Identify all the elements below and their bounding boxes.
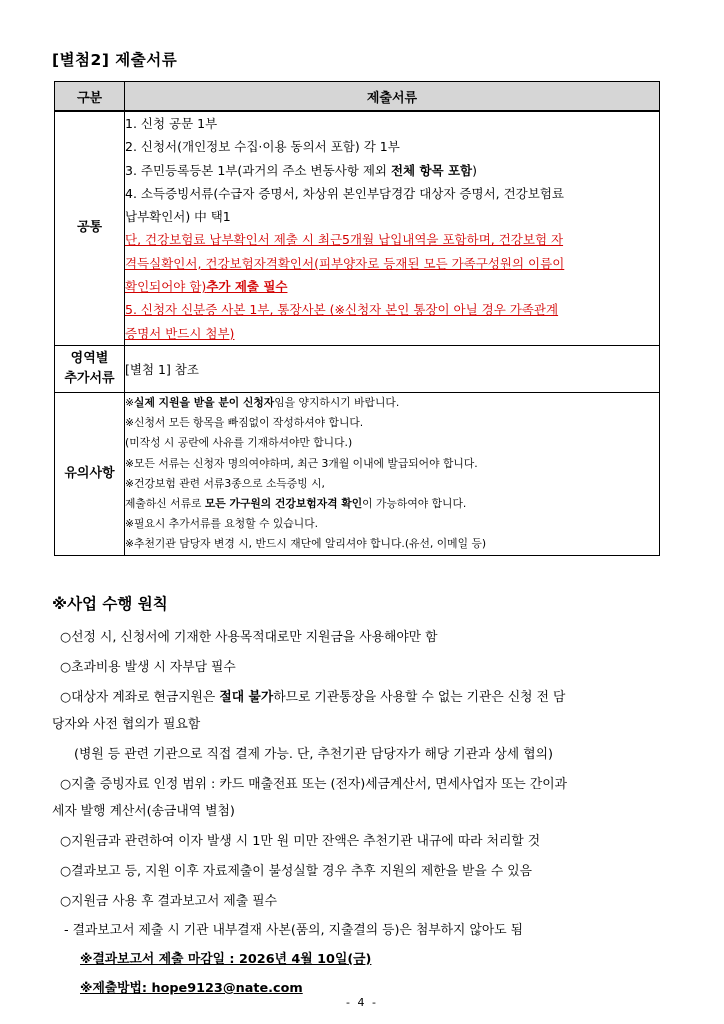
note-line-1: ※실제 지원을 받을 분이 신청자임을 양지하시기 바랍니다. bbox=[125, 395, 400, 409]
common-item-4b: 납부확인서) 中 택1 bbox=[125, 209, 231, 225]
note-line-2: ※신청서 모든 항목을 빠짐없이 작성하셔야 합니다. bbox=[125, 416, 364, 430]
principle-8: ○지원금 사용 후 결과보고서 제출 필수 bbox=[60, 894, 277, 909]
common-label: 공통 bbox=[55, 111, 125, 345]
red-note-5: 증명서 반드시 첨부) bbox=[125, 325, 235, 341]
common-documents bbox=[125, 111, 660, 345]
header-documents: 제출서류 bbox=[125, 82, 660, 112]
principle-7: ○결과보고 등, 지원 이후 자료제출이 불성실할 경우 추후 지원의 제한을 받을 수 있음 bbox=[60, 864, 532, 879]
note-line-8: ※추천기관 담당자 변경 시, 반드시 재단에 알리셔야 합니다.(유선, 이메일 등) bbox=[125, 537, 487, 551]
note-line-5: ※건강보험 관련 서류3종으로 소득증빙 시, bbox=[125, 476, 325, 490]
common-item-3: 3. 주민등록등본 1부(과거의 주소 변동사항 제외 전체 항목 포함) bbox=[125, 162, 477, 178]
note-line-6: 제출하신 서류로 모든 가구원의 건강보험자격 확인이 가능하여야 합니다. bbox=[125, 496, 467, 510]
header-category: 구분 bbox=[55, 82, 125, 112]
note-line-3: (미작성 시 공란에 사유를 기재하셔야만 합니다.) bbox=[125, 436, 353, 450]
principle-9: - 결과보고서 제출 시 기관 내부결재 사본(품의, 지출결의 등)은 첨부하지 않아도 됨 bbox=[64, 923, 523, 938]
notes-content bbox=[125, 392, 660, 555]
section-title: [별첨2] 제출서류 bbox=[52, 51, 178, 69]
area-label: 영역별 추가서류 bbox=[55, 345, 125, 392]
note-line-4: ※모든 서류는 신청자 명의여야하며, 최근 3개월 이내에 발급되어야 합니다. bbox=[125, 456, 478, 470]
principle-5: ○지출 증빙자료 인정 범위 : 카드 매출전표 또는 (전자)세금계산서, 면세사업자 또는 간이과 bbox=[60, 777, 567, 792]
principle-4: (병원 등 관련 기관으로 직접 결제 가능. 단, 추천기관 담당자가 해당 기관과 상세 협의) bbox=[74, 747, 553, 762]
table-row-area bbox=[55, 345, 660, 392]
principle-6: ○지원금과 관련하여 이자 발생 시 1만 원 미만 잔액은 추천기관 내규에 따라 처리할 것 bbox=[60, 834, 541, 849]
principle-3-cont: 당자와 사전 협의가 필요함 bbox=[52, 717, 201, 732]
note-line-7: ※필요시 추가서류를 요청할 수 있습니다. bbox=[125, 517, 319, 531]
deadline: ※결과보고서 제출 마감일 : 2026년 4월 10일(금) bbox=[80, 952, 372, 967]
table-row-notes bbox=[55, 392, 660, 555]
principle-2: ○초과비용 발생 시 자부담 필수 bbox=[60, 660, 236, 675]
red-note-4: 5. 신청자 신분증 사본 1부, 통장사본 (※신청자 본인 통장이 아닐 경우 가족관계 bbox=[125, 302, 559, 318]
red-note-1: 단, 건강보험료 납부확인서 제출 시 최근5개월 납입내역을 포함하며, 건강보험 자 bbox=[125, 232, 564, 248]
documents-table bbox=[54, 81, 660, 556]
principle-5-cont: 세자 발행 계산서(송금내역 별첨) bbox=[52, 804, 235, 819]
notes-label: 유의사항 bbox=[55, 392, 125, 555]
red-note-3: 확인되어야 함)추가 제출 필수 bbox=[125, 279, 288, 295]
common-item-2: 2. 신청서(개인정보 수집·이용 동의서 포함) 각 1부 bbox=[125, 139, 400, 155]
common-item-4: 4. 소득증빙서류(수급자 증명서, 차상위 본인부담경감 대상자 증명서, 건강보험료 bbox=[125, 185, 564, 201]
table-header-row bbox=[55, 82, 660, 112]
principle-1: ○선정 시, 신청서에 기재한 사용목적대로만 지원금을 사용해야만 함 bbox=[60, 630, 438, 645]
page-number: - 4 - bbox=[346, 996, 378, 1009]
principles-title: ※사업 수행 원칙 bbox=[52, 595, 168, 613]
common-item-1: 1. 신청 공문 1부 bbox=[125, 116, 218, 131]
submission-method: ※제출방법: hope9123@nate.com bbox=[80, 981, 303, 996]
area-text: [별첨 1] 참조 bbox=[125, 345, 660, 392]
red-note-2: 격득실확인서, 건강보험자격확인서(피부양자로 등재된 모든 가족구성원의 이름이 bbox=[125, 255, 565, 271]
principle-3: ○대상자 계좌로 현금지원은 절대 불가하므로 기관통장을 사용할 수 없는 기관은 신청 전 담 bbox=[60, 690, 566, 705]
table-row-common bbox=[55, 111, 660, 345]
